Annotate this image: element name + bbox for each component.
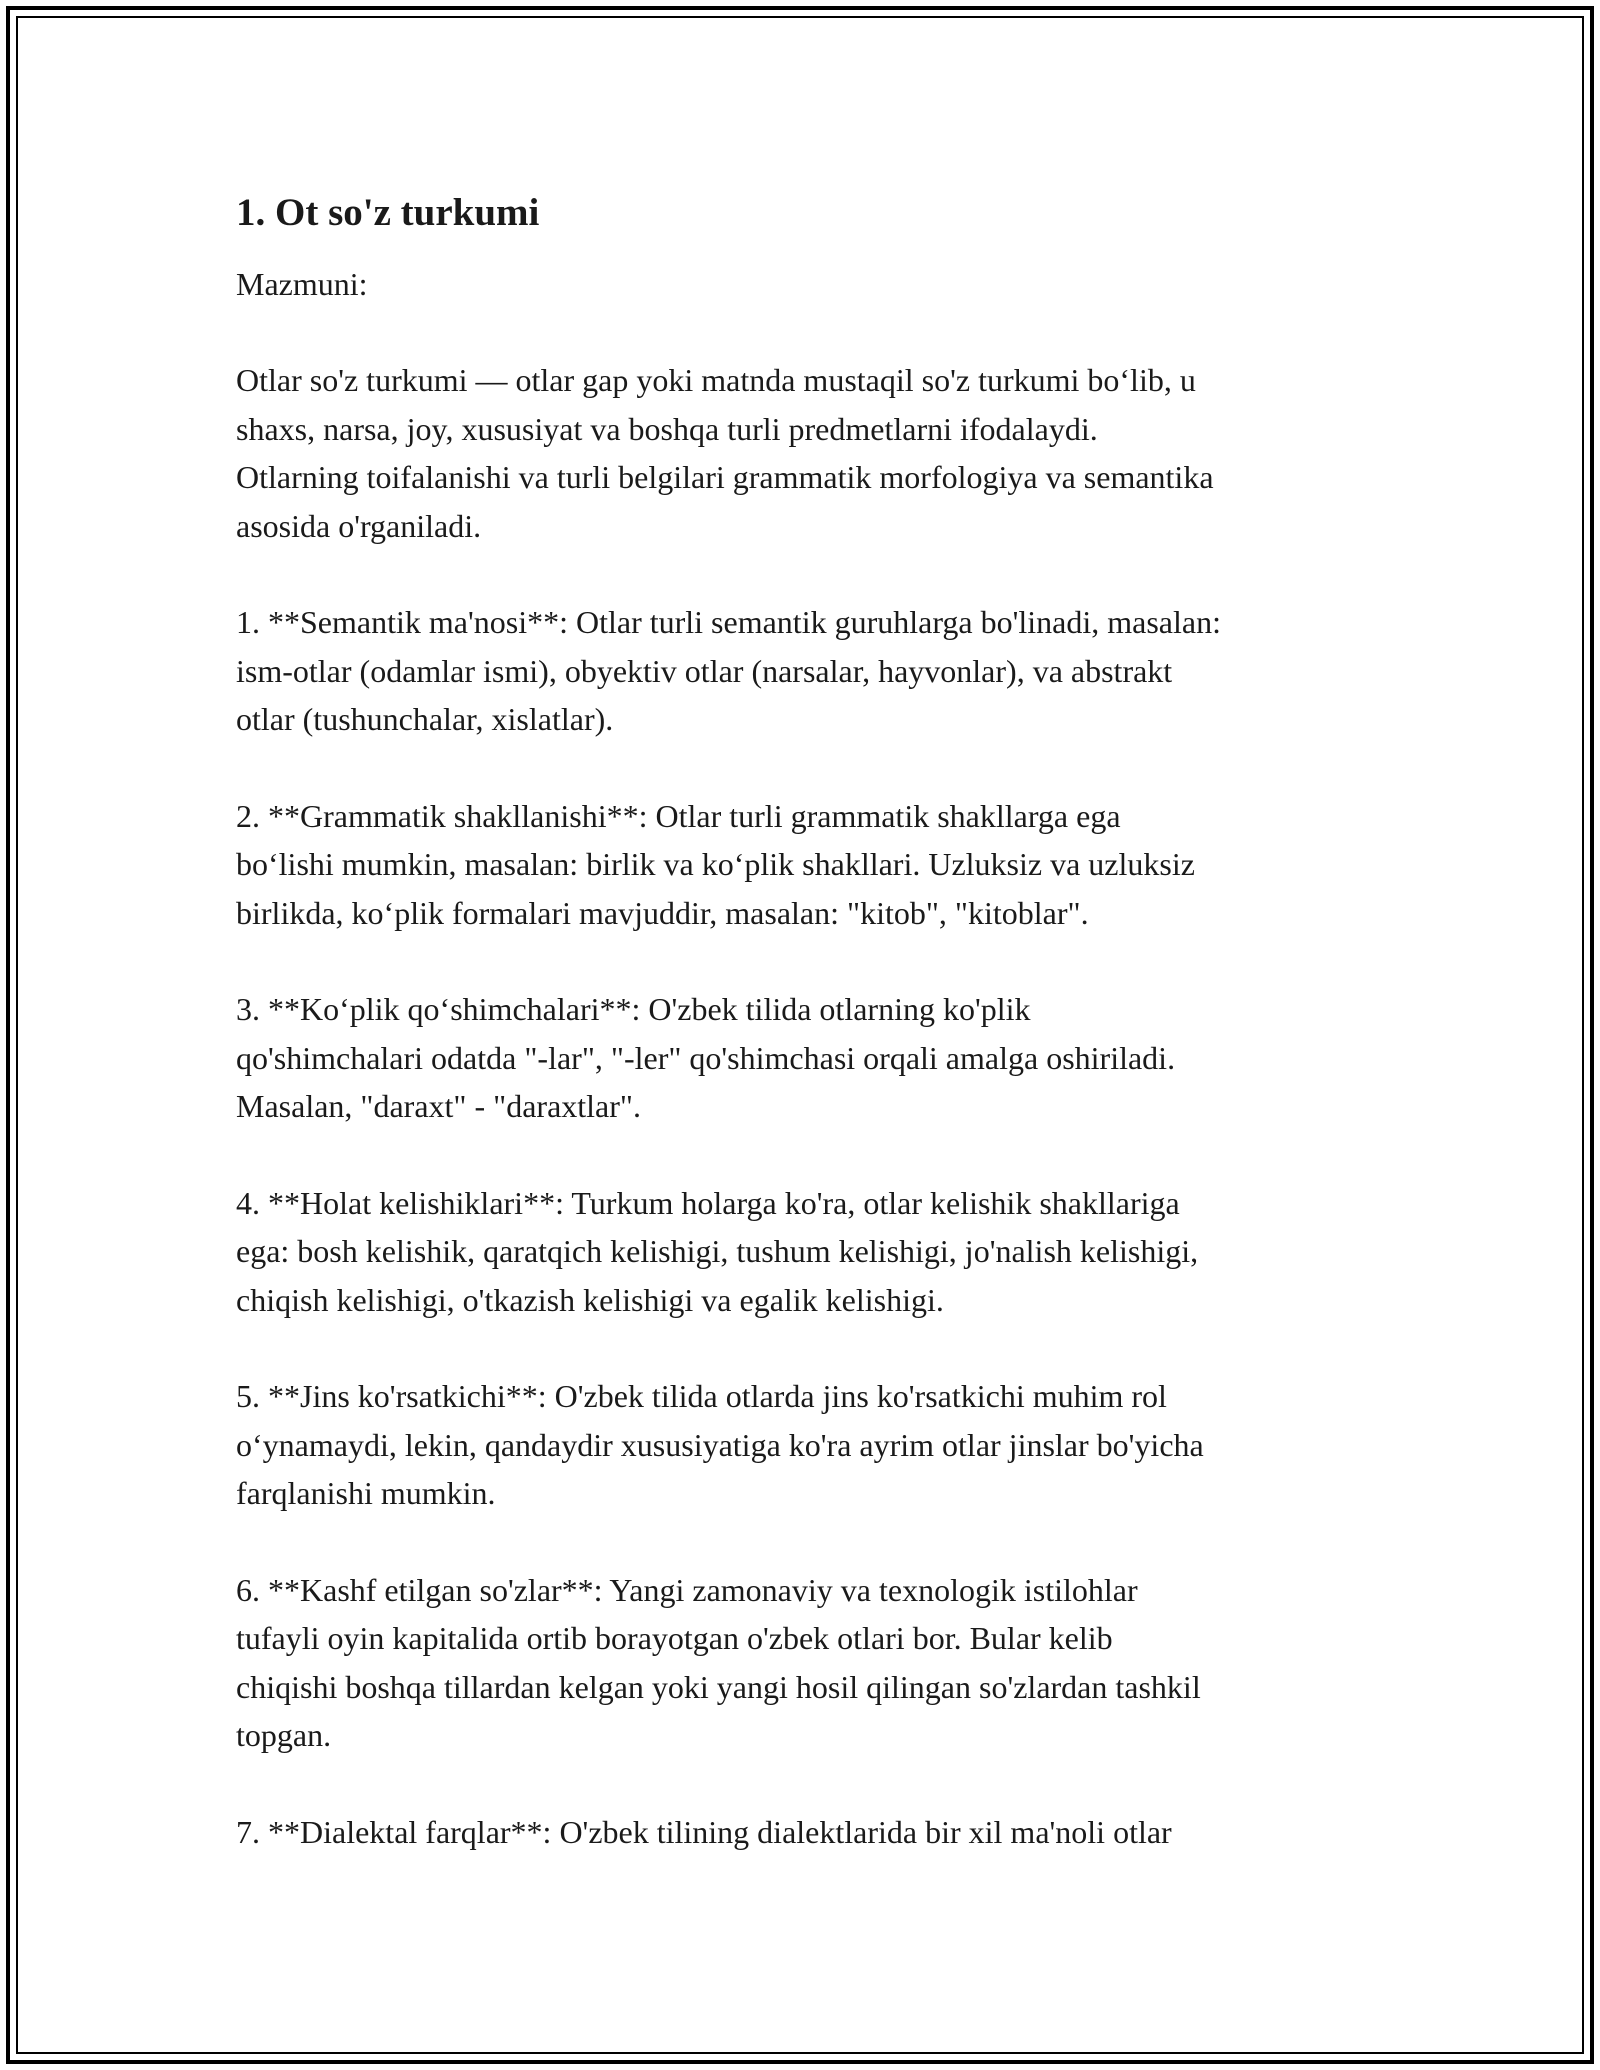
item-plural-suffixes: 3. **Ko‘plik qo‘shimchalari**: O'zbek tilida otlarning ko'plik qo'shimchalari odatda "-lar", "-ler" qo'shimchasi orqali amalga oshiriladi. Masalan, "daraxt" - "daraxtlar". [236, 991, 1176, 1124]
item-grammatical-forms: 2. **Grammatik shakllanishi**: Otlar turli grammatik shakllarga ega bo‘lishi mumkin, masalan: birlik va ko‘plik shakllari. Uzluksiz va uzluksiz birlikda, ko‘plik formalari mavjuddir, masalan: "kitob", "kitoblar". [236, 797, 1195, 931]
page-title: 1. Ot so'z turkumi [236, 191, 540, 234]
item-new-words: 6. **Kashf etilgan so'zlar**: Yangi zamonaviy va texnologik istilohlar tufayli oyin kapitalida ortib borayotgan o'zbek otlari bor. Bular kelib chiqishi boshqa tillardan kelgan yoki yangi hosil qilingan so'zlardan tashkil topgan. [236, 1571, 1201, 1753]
intro-paragraph: Otlar so'z turkumi — otlar gap yoki matnda mustaqil so'z turkumi bo‘lib, u shaxs, narsa, joy, xususiyat va boshqa turli predmetlarni ifodalaydi. Otlarning toifalanishi va turli belgilari grammatik morfologiya va semantika asosida o'rganiladi. [236, 362, 1214, 544]
document-body [236, 186, 1396, 1856]
item-dialect-differences: 7. **Dialektal farqlar**: O'zbek tilining dialektlarida bir xil ma'noli otlar [236, 1813, 1172, 1850]
content-label: Mazmuni: [236, 266, 368, 302]
item-semantic-meaning: 1. **Semantik ma'nosi**: Otlar turli semantik guruhlarga bo'linadi, masalan: ism-otlar (odamlar ismi), obyektiv otlar (narsalar, hayvonlar), va abstrakt otlar (tushunchalar, xislatlar). [236, 604, 1221, 737]
item-case-forms: 4. **Holat kelishiklari**: Turkum holarga ko'ra, otlar kelishik shakllariga ega: bosh kelishik, qaratqich kelishigi, tushum kelishigi, jo'nalish kelishigi, chiqish kelishigi, o'tkazish kelishigi va egalik kelishigi. [236, 1184, 1199, 1318]
item-gender-indicator: 5. **Jins ko'rsatkichi**: O'zbek tilida otlarda jins ko'rsatkichi muhim rol o‘ynamaydi, lekin, qandaydir xususiyatiga ko'ra ayrim otlar jinslar bo'yicha farqlanishi mumkin. [236, 1378, 1204, 1511]
